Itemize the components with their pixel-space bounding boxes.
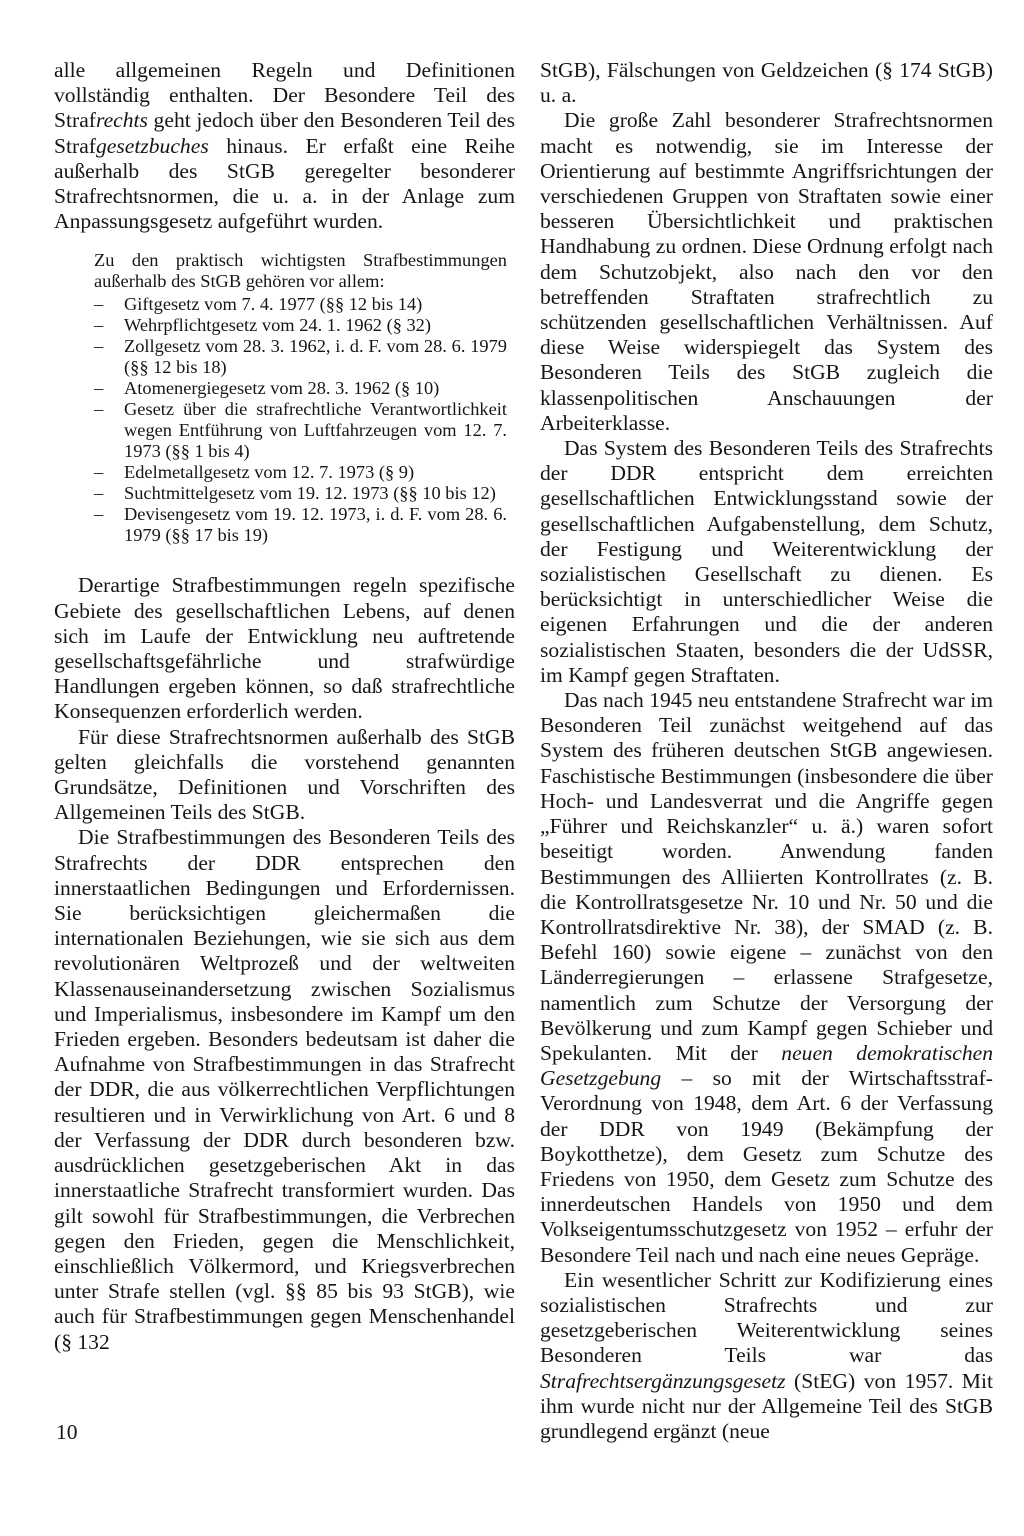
law-list-item: – Wehrpflichtgesetz vom 24. 1. 1962 (§ 32) xyxy=(94,315,507,336)
right-column xyxy=(540,58,993,1444)
paragraph: Die große Zahl besonderer Strafrechtsnormen macht es notwendig, sie im Interesse der Orientierung auf bestimmte Angriffsrichtungen der verschiedenen Gruppen von Straftaten sowie einer besseren Übersichtlichkeit und praktischen Handhabung zu ordnen. Diese Ordnung erfolgt nach dem Schutzobjekt, also nach den vor den betreffenden Straftaten strafrechtlich zu schützenden gesellschaftlichen Verhältnissen. Auf diese Weise widerspiegelt das System des Besonderen Teils des StGB zugleich die klassenpolitischen Anschauungen der Arbeiterklasse. xyxy=(540,108,993,435)
law-list-item: – Atomenergiegesetz vom 28. 3. 1962 (§ 10) xyxy=(94,378,507,399)
emphasis: Strafrechtsergänzungsgesetz xyxy=(540,1368,786,1393)
emphasis: gesetzbuches xyxy=(95,133,209,158)
paragraph-continued: alle allgemeinen Regeln und Definitionen vollständig enthalten. Der Besondere Teil des Strafrechts geht jedoch über den Besonderen Teil des Strafgesetzbuches hinaus. Er erfaßt eine Reihe außerhalb des StGB geregelter besonderer Strafrechtsnormen, die u. a. in der Anlage zum Anpassungsgesetz aufgeführt wurden. xyxy=(54,58,515,234)
paragraph: Die Strafbestimmungen des Besonderen Teils des Strafrechts der DDR entsprechen den innerstaatlichen Bedingungen und Erfordernissen. Sie berücksichtigen gleichermaßen die internationalen Beziehungen, wie sie sich aus dem revolutionären Weltprozeß und der weltweiten Klassenauseinandersetzung zwischen Sozialismus und Imperialismus, insbesondere im Kampf um den Frieden ergeben. Besonders bedeutsam ist daher die Aufnahme von Strafbestimmungen in das Strafrecht der DDR, die aus völkerrechtlichen Verpflichtungen resultieren und in Verwirklichung von Art. 6 und 8 der Verfassung der DDR durch besonderen bzw. ausdrücklichen gesetzgeberischen Akt in das innerstaatliche Strafrecht transformiert wurden. Das gilt sowohl für Strafbestimmungen, die Verbrechen gegen den Frieden, gegen die Menschlichkeit, einschließlich Völkermord, und Kriegsverbrechen unter Strafe stellen (vgl. §§ 85 bis 93 StGB), wie auch für Strafbestimmungen gegen Menschenhandel (§ 132 xyxy=(54,825,515,1354)
law-list xyxy=(94,294,507,546)
paragraph: Für diese Strafrechtsnormen außerhalb des StGB gelten gleichfalls die vorstehend genannten Grundsätze, Definitionen und Vorschriften des Allgemeinen Teils des StGB. xyxy=(54,724,515,825)
paragraph: Das nach 1945 neu entstandene Strafrecht war im Besonderen Teil zunächst weitgehend auf das System des früheren deutschen StGB angewiesen. Faschistische Bestimmungen (insbesondere die über Hoch- und Landesverrat und die Angriffe gegen „Führer und Reichskanzler“ u. ä.) waren sofort beseitigt worden. Anwendung fanden Bestimmungen des Alliierten Kontrollrates (z. B. die Kontrollratsgesetze Nr. 10 und Nr. 50 und die Kontrollratsdirektive Nr. 38), der SMAD (z. B. Befehl 160) sowie eigene – zunächst von den Länderregierungen – erlassene Strafgesetze, namentlich zum Schutze der Versorgung der Bevölkerung und zum Kampf gegen Schieber und Spekulanten. Mit der neuen demokratischen Gesetzgebung – so mit der Wirtschaftsstraf-Verordnung von 1948, dem Art. 6 der Verfassung der DDR von 1949 (Bekämpfung der Boykotthetze), dem Gesetz zum Schutze des Friedens von 1950, dem Gesetz zum Schutze des innerdeutschen Handels von 1950 und dem Volkseigentumsschutzgesetz von 1952 – erfuhr der Besondere Teil nach und nach eine neues Gepräge. xyxy=(540,688,993,1267)
paragraph: Ein wesentlicher Schritt zur Kodifizierung eines sozialistischen Strafrechts und zur gesetzgeberischen Weiterentwicklung seines Besonderen Teils war das Strafrechtsergänzungsgesetz (StEG) von 1957. Mit ihm wurde nicht nur der Allgemeine Teil des StGB grundlegend ergänzt (neue xyxy=(540,1267,993,1443)
law-list-item: – Zollgesetz vom 28. 3. 1962, i. d. F. vom 28. 6. 1979 (§§ 12 bis 18) xyxy=(94,336,507,378)
law-list-intro: Zu den praktisch wichtigsten Strafbestimmungen außerhalb des StGB gehören vor allem: xyxy=(94,250,507,292)
law-list-block xyxy=(94,250,515,546)
law-list-item: – Suchtmittelgesetz vom 19. 12. 1973 (§§ 10 bis 12) xyxy=(94,483,507,504)
paragraph: Das System des Besonderen Teils des Strafrechts der DDR entspricht dem erreichten gesellschaftlichen Entwicklungsstand sowie der gesellschaftlichen Aufgabenstellung, dem Schutz, der Festigung und Weiterentwicklung der sozialistischen Gesellschaft zu dienen. Es berücksichtigt in unterschiedlicher Weise die eigenen Erfahrungen und die der anderen sozialistischen Staaten, besonders die der UdSSR, im Kampf gegen Straftaten. xyxy=(540,436,993,687)
law-list-item: – Giftgesetz vom 7. 4. 1977 (§§ 12 bis 14) xyxy=(94,294,507,315)
paragraph-continued: StGB), Fälschungen von Geldzeichen (§ 174 StGB) u. a. xyxy=(540,58,993,108)
page-number: 10 xyxy=(56,1420,78,1444)
law-list-item: – Edelmetallgesetz vom 12. 7. 1973 (§ 9) xyxy=(94,462,507,483)
law-list-item: – Devisengesetz vom 19. 12. 1973, i. d. F. vom 28. 6. 1979 (§§ 17 bis 19) xyxy=(94,504,507,546)
law-list-item: – Gesetz über die strafrechtliche Verantwortlichkeit wegen Entführung von Luftfahrzeugen vom 12. 7. 1973 (§§ 1 bis 4) xyxy=(94,399,507,462)
paragraph: Derartige Strafbestimmungen regeln spezifische Gebiete des gesellschaftlichen Lebens, auf denen sich im Laufe der Entwicklung neu auftretende gesellschaftsgefährliche und strafwürdige Handlungen ergeben können, so daß strafrechtliche Konsequenzen erforderlich werden. xyxy=(54,573,515,724)
emphasis: neuen demokratischen Gesetzgebung xyxy=(540,1040,993,1091)
emphasis: rechts xyxy=(95,108,148,133)
left-column xyxy=(54,58,515,1355)
